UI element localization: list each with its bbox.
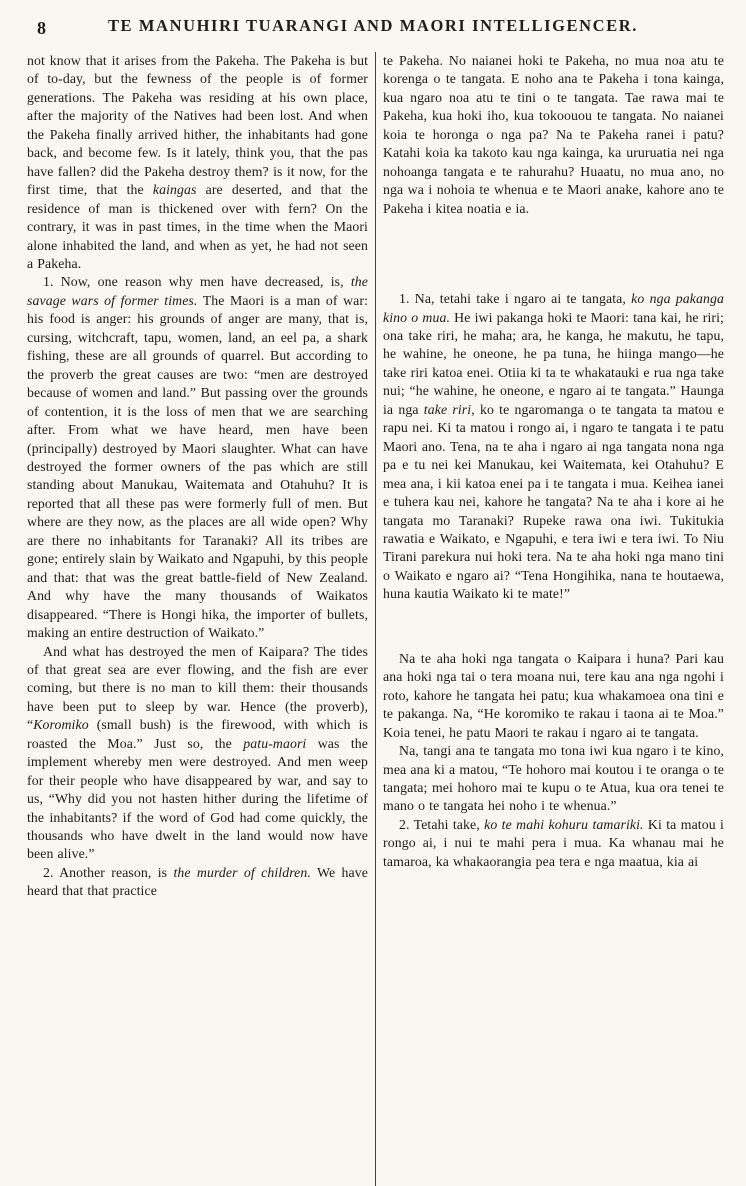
italic-phrase: ko te mahi kohuru tamariki.: [484, 816, 644, 832]
italic-phrase: kaingas: [152, 182, 197, 198]
columns-container: [27, 52, 724, 1186]
paragraph: not know that it arises from the Pakeha. The Pakeha is but of to-day, but the fewness of the people is of former generations. The Pakeha was residing at his own place, after the majority of the Natives had been lost. And when the Pakeha finally arrived hither, the inhabitants had gone back, and become few. Is it lately, think you, that the pas have fallen? did the Pakeha destroy them? is it now, for the first time, that the kaingas are deserted, and that the residence of man is thickened over with fern? On the contrary, it was in past times, in the time when the Maori alone inhabited the land, and when as yet, he had not seen a Pakeha.: [27, 53, 368, 271]
paragraph: Na, tangi ana te tangata mo tona iwi kua ngaro i te kino, mea ana ki a matou, “Te hohoro mai koutou i te oranga o te tangata; mei hohoro mai te kupu o te Atua, kua ora tenei te mano o te tangata hei noho i te whenua.”: [383, 743, 724, 814]
page-header: [0, 16, 746, 46]
italic-phrase: the savage wars of former times.: [27, 274, 368, 308]
page-number: 8: [37, 18, 46, 38]
italic-phrase: take riri: [423, 401, 472, 417]
column-maori: [376, 52, 724, 1186]
italic-phrase: the murder of children.: [173, 864, 311, 880]
paragraph: te Pakeha. No naianei hoki te Pakeha, no mua noa atu te korenga o te tangata. E noho ana te Pakeha i tona kainga, kua ngaro noa atu te tini o te tangata. Tae rawa mai te Pakeha, kua hoki iho, kua tokoouou te tangata. No naianei koia te horonga o nga pa? Na te Pakeha ranei i patu? Katahi koia ka takoto kau nga kainga, ka ururuatia nei nga nohoanga tangata e te rahurahu? Huaatu, no mua ano, no nga wa i nohoia te whenua e te Maori anake, kahore ano te Pakeha i kitea noatia e ia.: [383, 53, 724, 216]
paragraph: Na te aha hoki nga tangata o Kaipara i huna? Pari kau ana hoki nga tai o tera moana nui, tere kau ana nga ngohi i roto, kahore he tangata hei patu; kua whakamoea ona tini e te pakanga. Na, “He koromiko te rakau i taona ai te Moa.” Koia tenei, he patu Maori te rakau i ngaro ai te tangata.: [383, 650, 724, 740]
paragraph: 2. Another reason, is the murder of children. We have heard that that practice: [27, 864, 368, 899]
page-title: TE MANUHIRI TUARANGI AND MAORI INTELLIGENCER.: [107, 16, 639, 35]
paragraph: 1. Na, tetahi take i ngaro ai te tangata, ko nga pakanga kino o mua. He iwi pakanga hoki te Maori: tana kai, he riri; ona take riri, he maha; ara, he kanga, he makutu, he tapu, he wahine, he oneone, he pa tuna, he hiinga mango—he take riri katoa enei. Otiia ki ta te whakatauki e rua nga take nui; “he wahine, he oneone, e ngaro ai te tangata.” Haunga ia nga take riri, ko te ngaromanga o te tangata ta matou e rapu nei. Ki ta matou i rongo ai, i ngaro te tangata i te patu Maori ano. Tena, na te aha i ngaro ai nga tangata nona nga pa e tu nei kei Manukau, kei Waitemata, kei Otahuhu? E mea ana, i kii katoa enei pa i te tangata i mua. Keihea ianei e tuhera kau nei, kahore he tangata? Na te aha i kore ai he tangata mo Taranaki? Rupeke rawa ona iwi. Tukitukia rawatia e Waikato, e Ngapuhi, e tera iwi e tera iwi. To Niu Tirani parekura nui hoki tera. Na te aha hoki nga mano tini o Waikato e ngaro ai? “Tena Hongihika, nana te houtaewa, huna kautia Waikato ki te mate!”: [383, 291, 724, 602]
italic-phrase: patu-maori: [243, 735, 307, 751]
paragraph: And what has destroyed the men of Kaipara? The tides of that great sea are ever flowing, and the fish are ever coming, but there is no man to kill them: their thousands have been put to sleep by war. Hence (the proverb), “Koromiko (small bush) is the firewood, with which is roasted the Moa.” Just so, the patu-maori was the implement whereby men were destroyed. And men weep for their people who have disappeared by war, and say to us, “Why did you not hasten hither during the lifetime of the inhabitants? if the word of God had come quickly, the thousands who have dwelt in the land would now have been alive.”: [27, 643, 368, 862]
column-english: [27, 52, 374, 1186]
paragraph: 2. Tetahi take, ko te mahi kohuru tamariki. Ki ta matou i rongo ai, i nui te mahi pera i mua. Ka whanau mai he tamaroa, ka whakaorangia pea tera e nga maatua, kia ai: [383, 816, 724, 869]
paragraph: 1. Now, one reason why men have decreased, is, the savage wars of former times. The Maori is a man of war: his food is anger: his grounds of anger are many, that is, cursing, witchcraft, tapu, women, land, an eel pa, a shark fishing, these are all grounds of quarrel. But according to the proverb the great causes are two: “men are destroyed because of women and land.” But passing over the grounds of contention, it is the loss of men that we are searching after. From what we have heard, men have been (principally) destroyed by Maori slaughter. What can have destroyed the former owners of the pas which are still standing about Manukau, Waitemata and Otahuhu? It is reported that all these pas were formerly full of men. But where are they now, as the places are all wide open? Why are there no inhabitants for Taranaki? All its tribes are gone; entirely slain by Waikato and Ngapuhi, by this people and that: that was the great battle-field of New Zealand. And why have the many thousands of Waikatos disappeared. “There is Hongi hika, the importer of bullets, making an entire destruction of Waikato.”: [27, 274, 369, 641]
italic-phrase: Koromiko: [33, 717, 89, 733]
italic-phrase: ko nga pakanga kino o mua.: [383, 291, 724, 325]
